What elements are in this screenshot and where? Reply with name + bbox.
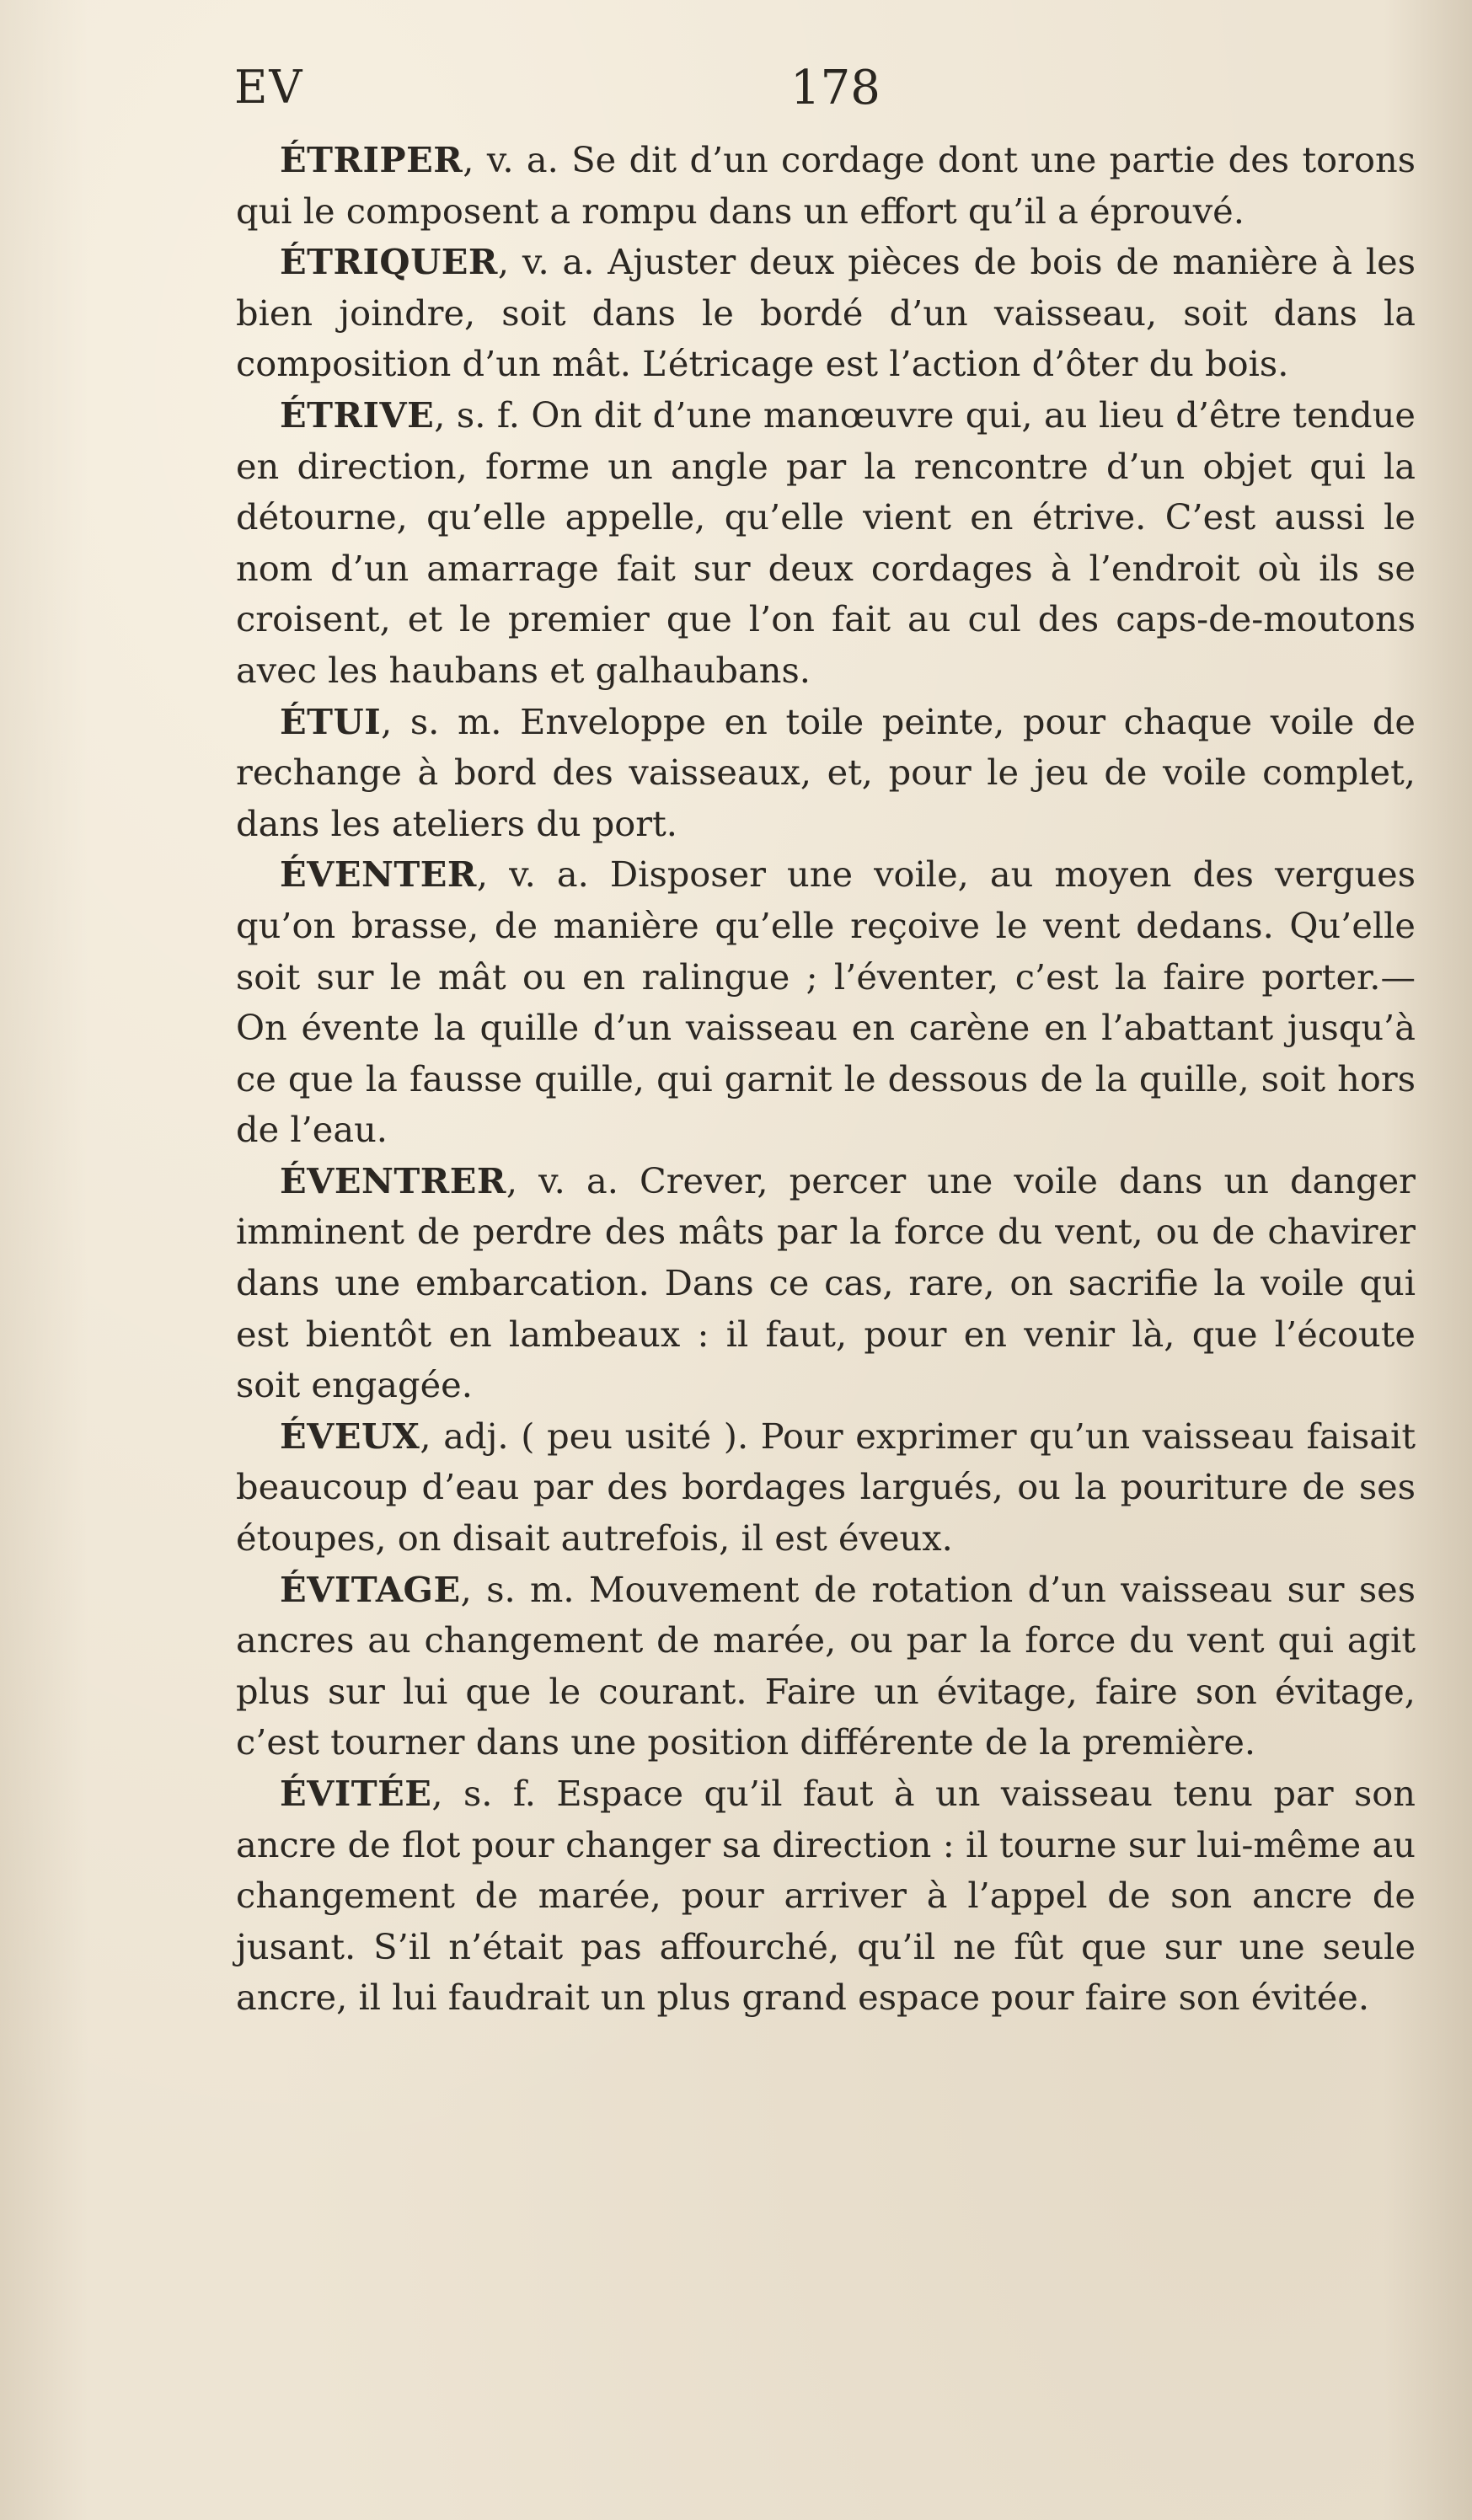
headword: ÉVENTER	[280, 853, 477, 896]
headword: ÉTRIPER	[280, 139, 463, 180]
entry-text: , s. m. Enveloppe en toile peinte, pour chaque voile de rechange à bord des vaisseaux, et, pour le jeu de voile complet, dans les ateliers du port.	[236, 700, 1416, 844]
entry-eveux	[236, 1411, 1416, 1565]
entry-eventrer	[236, 1156, 1416, 1411]
headword: ÉVENTRER	[280, 1159, 506, 1201]
running-head	[234, 61, 1414, 136]
entry-text: , adj. ( peu usité ). Pour exprimer qu’un vaisseau faisait beaucoup d’eau par des bordages largués, ou la pouriture de ses étoupes, on disait autrefois, il est éveux.	[236, 1415, 1416, 1560]
headword: ÉTUI	[280, 700, 382, 742]
entry-etrive	[236, 390, 1416, 697]
entry-etriper	[236, 135, 1416, 237]
entry-text: , s. f. Espace qu’il faut à un vaisseau tenu par son ancre de flot pour changer sa direction : il tourne sur lui-même au changement de marée, pour arriver à l’appel de son ancre de jusant. S’il n’était pas affourché, qu’il ne fût que sur une seule ancre, il lui faudrait un plus grand espace pour faire son évitée.	[236, 1773, 1416, 2019]
entry-text: , s. f. On dit d’une manœuvre qui, au lieu d’être tendue en direction, forme un angle par la rencontre d’un objet qui la détourne, qu’elle appelle, qu’elle vient en étrive. C’est aussi le nom d’un amarrage fait sur deux cordages à l’endroit où ils se croisent, et le premier que l’on fait au cul des caps-de-moutons avec les haubans et galhaubans.	[236, 393, 1416, 691]
entry-text: , v. a. Se dit d’un cordage dont une partie des torons qui le composent a rompu dans un effort qu’il a éprouvé.	[236, 139, 1416, 232]
entry-text: , v. a. Ajuster deux pièces de bois de manière à les bien joindre, soit dans le bordé d’un vaisseau, soit dans la composition d’un mât. L’étricage est l’action d’ôter du bois.	[236, 241, 1416, 385]
entry-eventer	[236, 849, 1416, 1156]
entry-text: , v. a. Crever, percer une voile dans un danger imminent de perdre des mâts par la force du vent, ou de chavirer dans une embarcation. Dans ce cas, rare, on sacrifie la voile qui est bientôt en lambeaux : il faut, pour en venir là, que l’écoute soit engagée.	[236, 1159, 1416, 1406]
entry-evitage	[236, 1565, 1416, 1768]
entry-etriquer	[236, 237, 1416, 390]
section-mark: EV	[234, 61, 304, 114]
headword: ÉVITAGE	[280, 1568, 461, 1610]
entry-text: , s. m. Mouvement de rotation d’un vaisseau sur ses ancres au changement de marée, ou par la force du vent qui agit plus sur lui que le courant. Faire un évitage, faire son évitage, c’est tourner dans une position différente de la première.	[236, 1568, 1416, 1763]
headword: ÉVEUX	[280, 1415, 420, 1457]
headword: ÉVITÉE	[280, 1773, 432, 1814]
entry-evitee	[236, 1768, 1416, 2024]
dictionary-entries	[236, 135, 1416, 2024]
page-number: 178	[790, 61, 881, 115]
headword: ÉTRIVE	[280, 393, 435, 436]
entry-etui	[236, 697, 1416, 850]
entry-text: , v. a. Disposer une voile, au moyen des vergues qu’on brasse, de manière qu’elle reçoive le vent dedans. Qu’elle soit sur le mât ou en ralingue ; l’éventer, c’est la faire porter.— On évente la quille d’un vaisseau en carène en l’abattant jusqu’à ce que la fausse quille, qui garnit le dessous de la quille, soit hors de l’eau.	[236, 853, 1416, 1151]
headword: ÉTRIQUER	[280, 241, 498, 283]
